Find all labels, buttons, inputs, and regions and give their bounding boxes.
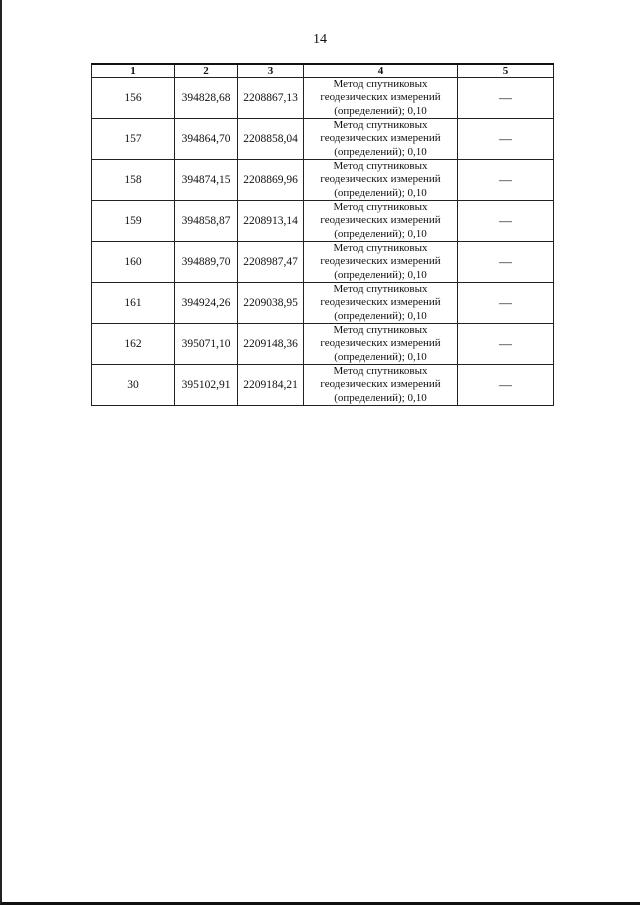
table-row — [92, 365, 554, 406]
point-number-cell: 156 — [92, 78, 175, 119]
note-cell: — — [458, 201, 554, 242]
x-coordinate-cell: 394858,87 — [175, 201, 238, 242]
note-cell: — — [458, 119, 554, 160]
y-coordinate-cell: 2209148,36 — [238, 324, 304, 365]
y-coordinate-cell: 2208869,96 — [238, 160, 304, 201]
note-cell: — — [458, 78, 554, 119]
method-cell — [304, 78, 458, 119]
method-cell — [304, 283, 458, 324]
y-coordinate-cell: 2208913,14 — [238, 201, 304, 242]
method-line-2: геодезических измерений — [320, 378, 441, 391]
coordinates-table — [91, 63, 554, 406]
point-number-cell: 159 — [92, 201, 175, 242]
table-row — [92, 160, 554, 201]
method-line-2: геодезических измерений — [320, 337, 441, 350]
point-number-cell: 157 — [92, 119, 175, 160]
note-cell: — — [458, 324, 554, 365]
method-line-3: (определений); 0,10 — [334, 268, 427, 281]
x-coordinate-cell: 394828,68 — [175, 78, 238, 119]
method-line-2: геодезических измерений — [320, 296, 441, 309]
method-line-3: (определений); 0,10 — [334, 309, 427, 322]
y-coordinate-cell: 2209038,95 — [238, 283, 304, 324]
method-line-1: Метод спутниковых — [333, 78, 428, 91]
method-line-3: (определений); 0,10 — [334, 186, 427, 199]
header-col-1: 1 — [92, 64, 175, 78]
method-line-1: Метод спутниковых — [333, 283, 428, 296]
method-cell — [304, 242, 458, 283]
note-cell: — — [458, 365, 554, 406]
header-col-5: 5 — [458, 64, 554, 78]
method-line-1: Метод спутниковых — [333, 365, 428, 378]
page-number: 14 — [313, 32, 327, 47]
x-coordinate-cell: 394924,26 — [175, 283, 238, 324]
header-col-2: 2 — [175, 64, 238, 78]
table-row — [92, 78, 554, 119]
y-coordinate-cell: 2209184,21 — [238, 365, 304, 406]
point-number-cell: 30 — [92, 365, 175, 406]
method-line-1: Метод спутниковых — [333, 201, 428, 214]
method-line-1: Метод спутниковых — [333, 119, 428, 132]
x-coordinate-cell: 395102,91 — [175, 365, 238, 406]
point-number-cell: 160 — [92, 242, 175, 283]
note-cell: — — [458, 160, 554, 201]
note-cell: — — [458, 283, 554, 324]
header-col-3: 3 — [238, 64, 304, 78]
point-number-cell: 158 — [92, 160, 175, 201]
method-cell — [304, 160, 458, 201]
note-cell: — — [458, 242, 554, 283]
method-cell — [304, 365, 458, 406]
point-number-cell: 161 — [92, 283, 175, 324]
y-coordinate-cell: 2208987,47 — [238, 242, 304, 283]
method-line-1: Метод спутниковых — [333, 242, 428, 255]
method-line-2: геодезических измерений — [320, 214, 441, 227]
x-coordinate-cell: 394889,70 — [175, 242, 238, 283]
table-row — [92, 201, 554, 242]
method-line-3: (определений); 0,10 — [334, 145, 427, 158]
table-row — [92, 119, 554, 160]
method-line-1: Метод спутниковых — [333, 160, 428, 173]
table-header-row — [92, 64, 554, 78]
header-col-4: 4 — [304, 64, 458, 78]
method-line-3: (определений); 0,10 — [334, 350, 427, 363]
method-cell — [304, 201, 458, 242]
method-line-2: геодезических измерений — [320, 132, 441, 145]
method-cell — [304, 119, 458, 160]
table-row — [92, 283, 554, 324]
method-line-3: (определений); 0,10 — [334, 391, 427, 404]
method-line-3: (определений); 0,10 — [334, 227, 427, 240]
table-row — [92, 324, 554, 365]
method-line-3: (определений); 0,10 — [334, 104, 427, 117]
point-number-cell: 162 — [92, 324, 175, 365]
method-line-2: геодезических измерений — [320, 91, 441, 104]
table-row — [92, 242, 554, 283]
y-coordinate-cell: 2208858,04 — [238, 119, 304, 160]
method-line-2: геодезических измерений — [320, 255, 441, 268]
x-coordinate-cell: 394864,70 — [175, 119, 238, 160]
x-coordinate-cell: 394874,15 — [175, 160, 238, 201]
y-coordinate-cell: 2208867,13 — [238, 78, 304, 119]
method-cell — [304, 324, 458, 365]
x-coordinate-cell: 395071,10 — [175, 324, 238, 365]
method-line-2: геодезических измерений — [320, 173, 441, 186]
method-line-1: Метод спутниковых — [333, 324, 428, 337]
